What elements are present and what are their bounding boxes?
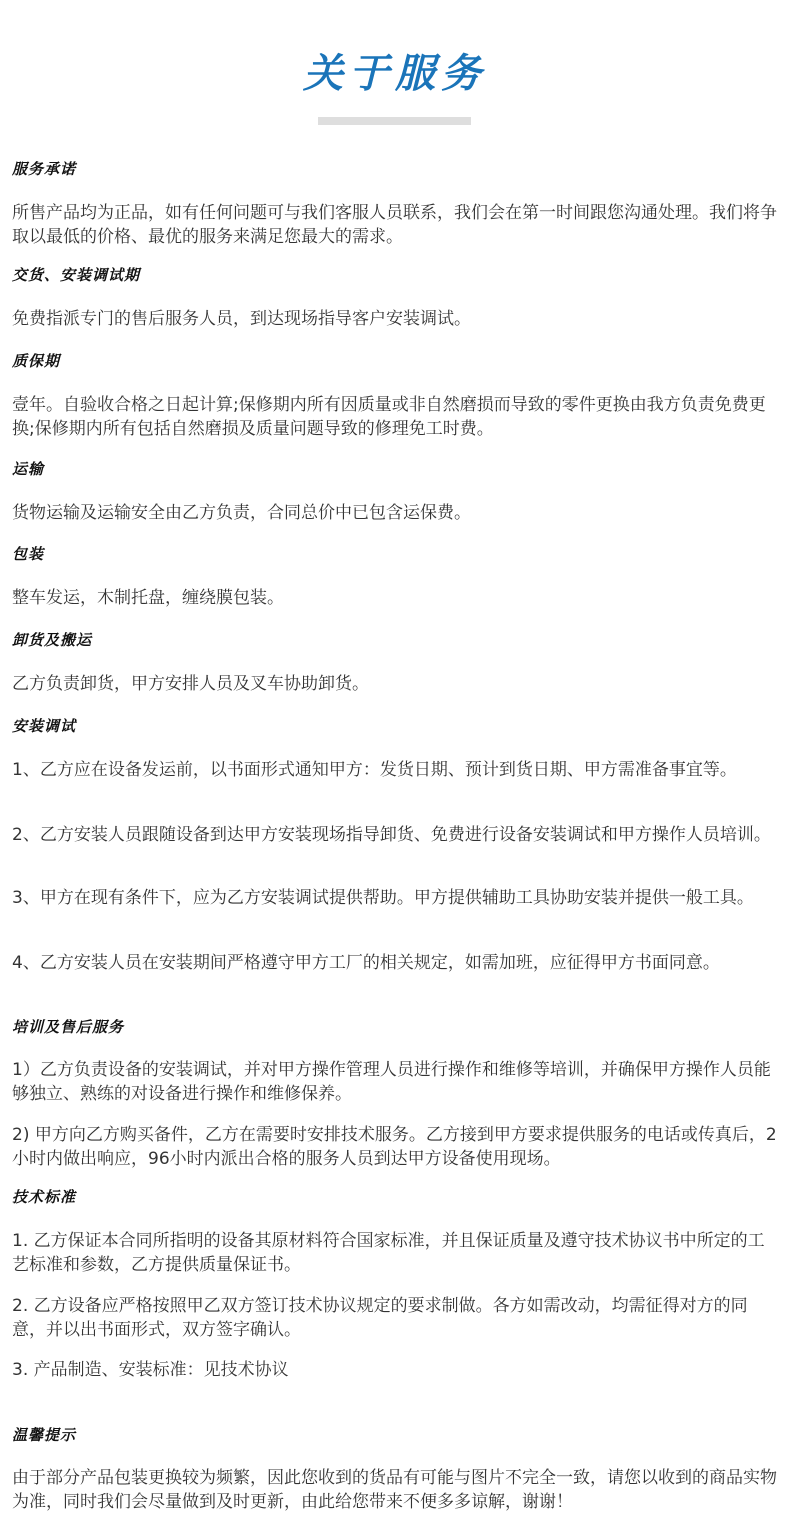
section-heading-notice: 温馨提示 [12, 1426, 77, 1444]
section-paragraph: 1）乙方负责设备的安装调试，并对甲方操作管理人员进行操作和维修等培训，并确保甲方操作人员能够独立、熟练的对设备进行操作和维修保养。 [12, 1060, 771, 1104]
section-paragraph: 免费指派专门的售后服务人员，到达现场指导客户安装调试。 [12, 309, 471, 329]
section-paragraph: 由于部分产品包装更换较为频繁，因此您收到的货品有可能与图片不完全一致，请您以收到的商品实物为准，同时我们会尽量做到及时更新，由此给您带来不便多多谅解，谢谢！ [12, 1468, 777, 1512]
section-paragraph: 1. 乙方保证本合同所指明的设备其原材料符合国家标准，并且保证质量及遵守技术协议书中所定的工艺标准和参数，乙方提供质量保证书。 [12, 1231, 765, 1275]
section-paragraph: 乙方负责卸货，甲方安排人员及叉车协助卸货。 [12, 674, 369, 694]
section-paragraph: 4、乙方安装人员在安装期间严格遵守甲方工厂的相关规定，如需加班，应征得甲方书面同意。 [12, 953, 720, 973]
section-heading-installation: 安装调试 [12, 717, 77, 735]
section-heading-packaging: 包装 [12, 545, 45, 563]
title-underline [318, 117, 471, 125]
section-heading-training: 培训及售后服务 [12, 1018, 125, 1036]
section-heading-delivery: 交货、安装调试期 [12, 266, 141, 284]
section-paragraph: 货物运输及运输安全由乙方负责，合同总价中已包含运保费。 [12, 503, 471, 523]
section-paragraph: 2、乙方安装人员跟随设备到达甲方安装现场指导卸货、免费进行设备安装调试和甲方操作人员培训。 [12, 825, 771, 845]
section-heading-technical-standard: 技术标准 [12, 1188, 77, 1206]
section-paragraph: 3. 产品制造、安装标准：见技术协议 [12, 1360, 289, 1380]
section-heading-service-promise: 服务承诺 [12, 160, 77, 178]
section-paragraph: 所售产品均为正品，如有任何问题可与我们客服人员联系，我们会在第一时间跟您沟通处理。我们将争取以最低的价格、最优的服务来满足您最大的需求。 [12, 203, 777, 247]
section-paragraph: 2) 甲方向乙方购买备件，乙方在需要时安排技术服务。乙方接到甲方要求提供服务的电话或传真后，2小时内做出响应，96小时内派出合格的服务人员到达甲方设备使用现场。 [12, 1125, 777, 1169]
section-paragraph: 2. 乙方设备应严格按照甲乙双方签订技术协议规定的要求制做。各方如需改动，均需征得对方的同意，并以出书面形式，双方签字确认。 [12, 1296, 748, 1340]
section-paragraph: 1、乙方应在设备发运前，以书面形式通知甲方：发货日期、预计到货日期、甲方需准备事宜等。 [12, 760, 737, 780]
section-heading-transport: 运输 [12, 460, 45, 478]
section-paragraph: 3、甲方在现有条件下，应为乙方安装调试提供帮助。甲方提供辅助工具协助安装并提供一般工具。 [12, 888, 754, 908]
page-title: 关于服务 [303, 51, 487, 97]
section-paragraph: 整车发运，木制托盘，缠绕膜包装。 [12, 588, 284, 608]
section-heading-warranty: 质保期 [12, 352, 61, 370]
section-paragraph: 壹年。自验收合格之日起计算;保修期内所有因质量或非自然磨损而导致的零件更换由我方负责免费更换;保修期内所有包括自然磨损及质量问题导致的修理免工时费。 [12, 395, 766, 439]
section-heading-unloading: 卸货及搬运 [12, 631, 93, 649]
